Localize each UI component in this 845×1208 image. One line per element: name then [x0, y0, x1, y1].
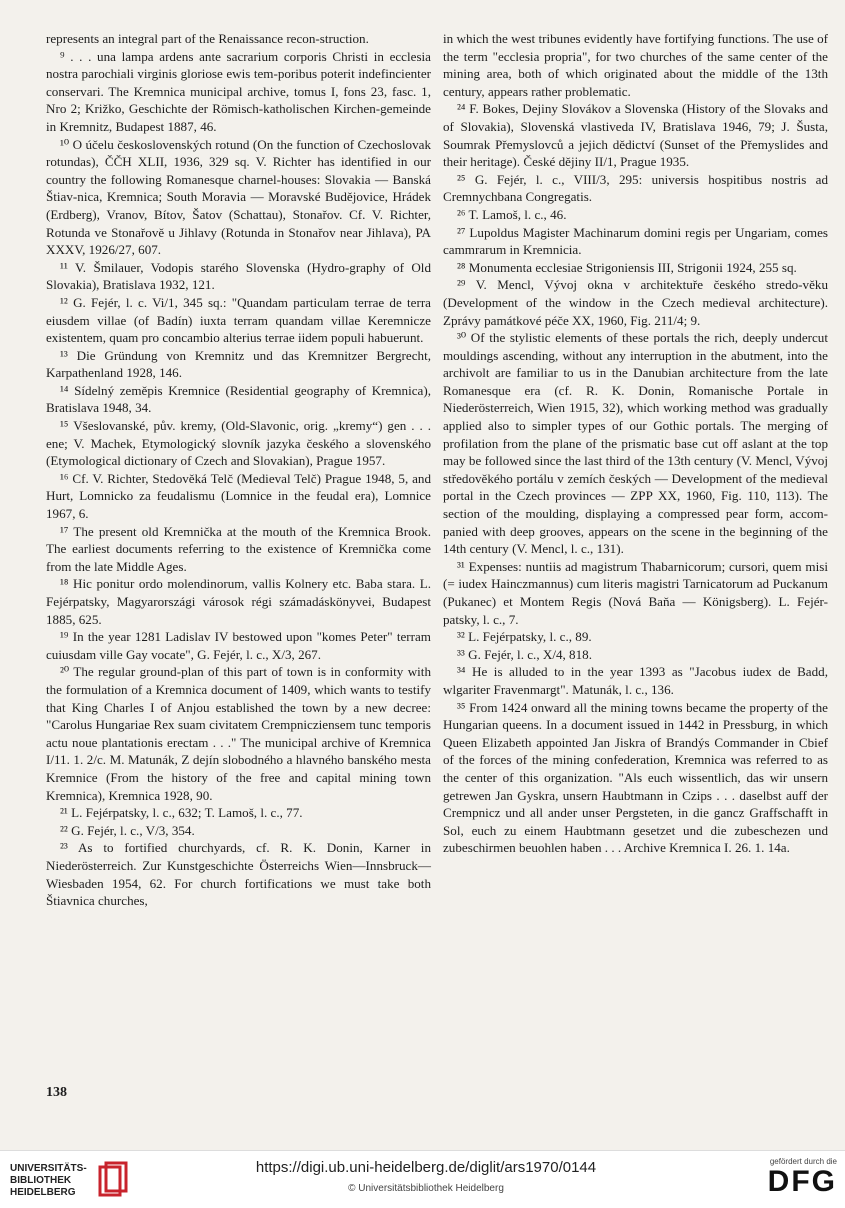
funded-by-label: gefördert durch die — [769, 1157, 837, 1166]
footnote-paragraph: ¹⁴ Sídelný zeměpis Kremnice (Residential geography of Kremnica), Bratislava 1948, 34. — [46, 382, 431, 416]
page-url-link[interactable]: https://digi.ub.uni-heidelberg.de/diglit/ars1970/0144 — [255, 1159, 597, 1176]
dfg-logo[interactable] — [742, 1157, 837, 1203]
footnote-paragraph: ¹² G. Fejér, l. c. Vi/1, 345 sq.: "Quandam particulam terrae de terra eiusdem villae (of Badín) iuxta terram quandam villae Keremnicze existentem, quam pro concambio alterius terrae iidem populi habuerunt. — [46, 294, 431, 346]
footnote-paragraph: ³⁴ He is alluded to in the year 1393 as "Jacobus iudex de Badd, wlgariter Fravenmargt". Matunák, l. c., 136. — [443, 664, 828, 697]
footnote-paragraph: ¹⁹ In the year 1281 Ladislav IV bestowed upon "komes Peter" terram cuiusdam ville Gay vocate", G. Fejér, l. c., X/3, 267. — [46, 629, 431, 662]
footnote-paragraph: ²⁹ V. Mencl, Vývoj okna v architektuře českého stredo-věku (Development of the window in the Czech medieval architecture). Zprávy památkové péče XX, 1960, Fig. 211/4; 9. — [443, 277, 828, 328]
footnote-paragraph: ¹⁷ The present old Kremnička at the mouth of the Kremnica Brook. The earliest documents referring to the existence of Kremnička come from the late Middle Ages. — [46, 523, 431, 574]
footnote-paragraph: ¹¹ V. Šmilauer, Vodopis starého Slovenska (Hydro-graphy of Old Slovakia), Bratislava 1932, 121. — [46, 259, 431, 293]
footnote-paragraph: ²³ As to fortified churchyards, cf. R. K. Donin, Karner in Niederösterreich. Zur Kunstgeschichte Österreichs Wien—Innsbruck—Wiesbaden 1954, 62. For church fortifications we must take both Štiavnica churches, — [46, 840, 431, 909]
footnote-paragraph: ²⁸ Monumenta ecclesiae Strigoniensis III, Strigonii 1924, 255 sq. — [457, 259, 797, 275]
footnote-paragraph: ²⁰ The regular ground-plan of this part of town is in conformity with the formulation of a Kremnica document of 1409, which wants to testify that King Charles I of Anjou established the town by a new decree: "Carolus Hungariae Rex suam civitatem Crempnicziensem tunc temporis actu noue plantationis erectam . . ." The municipal archive of Kremnica I/11. 1. 2/c. M. Matunák, Z dejín slobodného a hlavného banského mesta Kremnice (From the history of the free and capital mining town Kremnica), Kremnica 1928, 90. — [46, 664, 431, 803]
footnote-paragraph: ²⁶ T. Lamoš, l. c., 46. — [457, 206, 567, 222]
footnote-paragraph: ¹⁸ Hic ponitur ordo molendinorum, vallis Kolnery etc. Baba stara. L. Fejérpatsky, Magyarországi városok régi számadáskönyvei, Budapest 1885, 625. — [46, 576, 431, 627]
footnote-paragraph: ³³ G. Fejér, l. c., X/4, 818. — [457, 646, 592, 662]
copyright-notice: © Universitätsbibliothek Heidelberg — [348, 1183, 504, 1194]
footnote-paragraph: ²⁷ Lupoldus Magister Machinarum domini regis per Ungariam, comes cammrarum in Kremnicia. — [443, 224, 828, 258]
footnote-paragraph: ²¹ L. Fejérpatsky, l. c., 632; T. Lamoš, l. c., 77. — [60, 805, 303, 821]
page-number: 138 — [46, 1085, 67, 1100]
footnote-paragraph: ¹⁰ O účelu československých rotund (On the function of Czechoslovak rotundas), ČČH XLII, 1936, 329 sq. V. Richter has identified in our country the following Romanesque charnel-houses: Slovakia — Banská Štiav-nica, Kremnica; South Moravia — Moravské Budějovice, Hrádek (Erdberg), Vranov, Bítov, Šatov (Schattau), Stonařov. Cf. V. Richter, Rotunda ve Stonařově u Jihlavy (Rotunda in Stonařov near Jihlava), PA XXXV, 1926/27, 607. — [46, 136, 431, 258]
footnote-paragraph: ²⁵ G. Fejér, l. c., VIII/3, 295: universis hospitibus nostris ad Cremnychbana Congregatis. — [443, 171, 828, 205]
footnote-paragraph: represents an integral part of the Renaissance recon-struction. — [46, 31, 369, 46]
viewer-footer — [0, 1150, 845, 1208]
right-column — [443, 30, 828, 857]
left-column — [46, 30, 431, 910]
library-logo[interactable] — [10, 1161, 170, 1201]
footnote-paragraph: ¹⁵ Všeslovanské, pův. kremy, (Old-Slavonic, orig. „kremy“) gen . . . ene; V. Machek, Etymologický slovník jazyka českého a slovenského (Etymological dictionary of Czech and Slovakian), Prague 1957. — [46, 418, 431, 469]
footnote-paragraph: ³⁵ From 1424 onward all the mining towns became the property of the Hungarian queens. In a document issued in 1442 in Pressburg, in which Queen Elizabeth appointed Jan Jiskra of Brandýs Commander in Cbief of the forces of the mining confederation, Kremnica was referred to as the center of this organization. "Als euch wissentlich, das wir unsern getrewen Jan Gyskra, unsern Haubtmann in Czips . . . daselbst auff der Crempnicz und all ander unser Pergsteten, in die gancz Graffschafft in Sol, euch zu einem Haubtmann gesetzet und die zubeschezen und zubeschirmen beuohlen haben . . . Archive Kremnica I. 26. 1. 14a. — [443, 699, 828, 856]
footnote-paragraph: ³⁰ Of the stylistic elements of these portals the rich, deeply undercut mouldings ascending, without any interruption in the abutment, into the archivolt are familiar to us in the Danubian architecture from the late Romanesque era (cf. R. K. Donin, Romanische Portale in Niederösterreich, Wien 1915, 32), which working method was gradually applied also to simpler types of our Gothic portals. The merging of profilation from the plane of the prismatic base cut off aslant at the top may be followed since the last third of the 13th century (V. Mencl, Vývoj středověkého portálu v zemích českých — Development of the medieval portal in the Czech provinces — ZPP XX, 1960, Fig. 110, 113). The section of the moulding, displaying a compressed pear form, accom-panied with deep grooves, appears on the scene in the beginning of the 14th century (V. Mencl, l. c., 131). — [443, 330, 828, 557]
library-emblem-icon — [92, 1161, 128, 1199]
library-name: UNIVERSITÄTS- BIBLIOTHEK HEIDELBERG — [10, 1163, 87, 1198]
footnote-paragraph: ¹⁶ Cf. V. Richter, Stedověká Telč (Medieval Telč) Prague 1948, 5, and Hurt, Lomnicko za feudalismu (Lomnice in the feudal era), Lomnice 1967, 6. — [46, 470, 431, 522]
footnote-paragraph: in which the west tribunes evidently have fortifying functions. The use of the term "ecclesia propria", for two churches of the same center of the mining area, both of which originated about the middle of the 13th century, appears rather problematic. — [443, 31, 828, 99]
footnote-paragraph: ³² L. Fejérpatsky, l. c., 89. — [457, 629, 592, 645]
footnote-paragraph: ¹³ Die Gründung von Kremnitz und das Kremnitzer Bergrecht, Karpathenland 1928, 146. — [46, 347, 431, 381]
footnote-paragraph: ²² G. Fejér, l. c., V/3, 354. — [60, 822, 195, 838]
footnote-paragraph: ⁹ . . . una lampa ardens ante sacrarium corporis Christi in ecclesia nostra parochiali virginis gloriose ewis tem-poribus poterit indefincienter conservari. The Kremnica municipal archive, tomus I, fons 23, fasc. 1, Nro 2; Križko, Geschichte der Römisch-katholischen Kirchen-gemeinde in Kremnitz, Budapest 1887, 46. — [46, 48, 431, 134]
footnote-paragraph: ³¹ Expenses: nuntiis ad magistrum Thabarnicorum; cursori, quem misi (= iudex Hainczmannus) cum literis magistri Tarnicatorum ad Puckanum (Pukanec) et Montem Regis (Nová Baňa — Königsberg). L. Fejér-patsky, l. c., 7. — [443, 558, 828, 627]
dfg-wordmark: DFG — [767, 1165, 837, 1198]
footnote-paragraph: ²⁴ F. Bokes, Dejiny Slovákov a Slovenska (History of the Slovaks and of Slovakia), Slovenská vlastiveda IV, Bratislava 1946, 79; J. Šusta, Soumrak Přemyslovců a jejich dědictví (Sunset of the Přemyslides and their heritage). České dějiny II/1, Prague 1935. — [443, 101, 828, 170]
